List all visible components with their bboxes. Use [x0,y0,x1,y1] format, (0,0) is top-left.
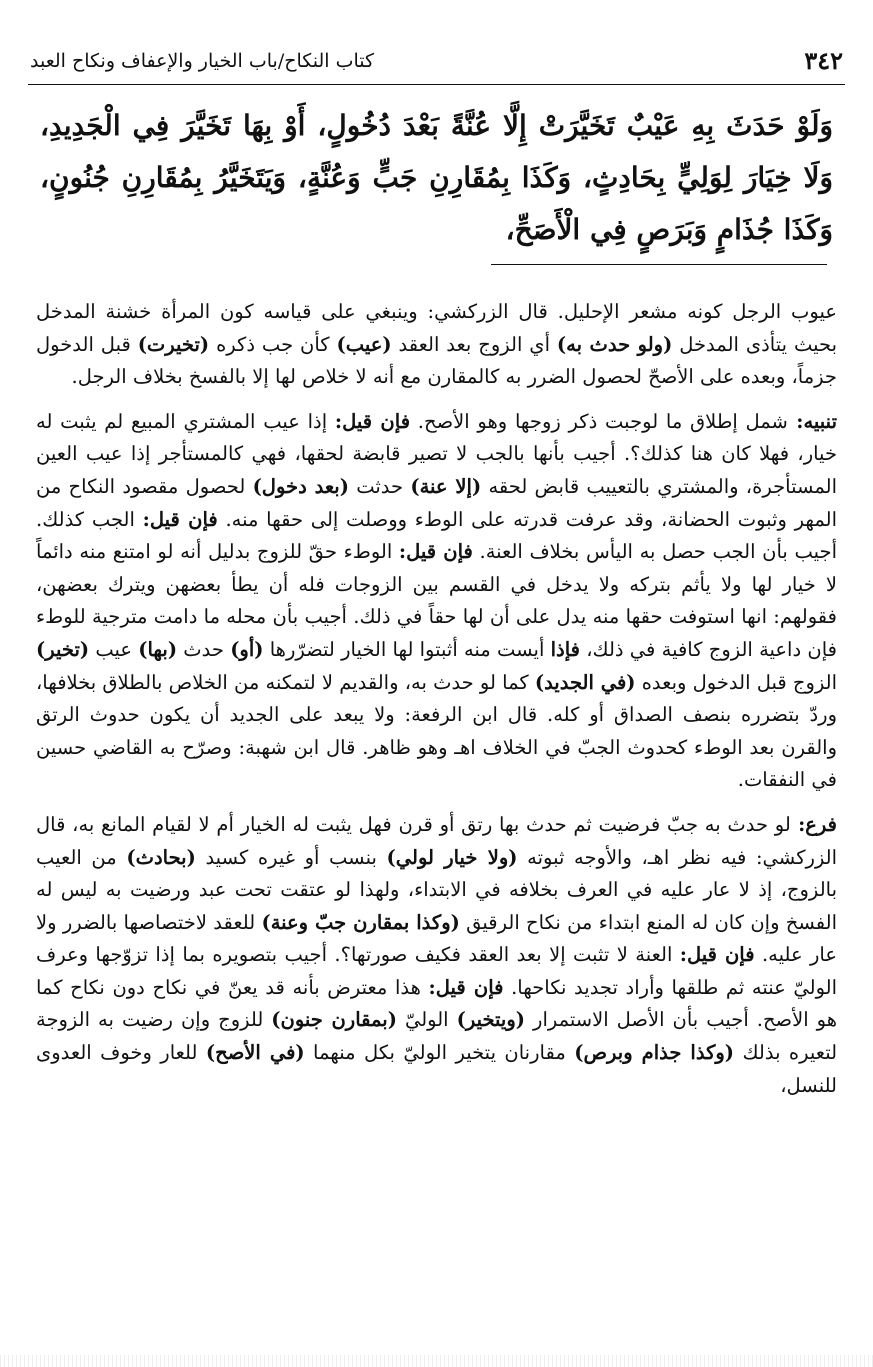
commentary-paragraph [36,296,837,394]
text-segment: حدث [177,637,231,661]
section-separator [491,264,827,265]
commentary-text [36,296,837,1110]
bold-segment: (بها) [138,637,178,661]
running-title: كتاب النكاح/باب الخيار والإعفاف ونكاح العبد [30,50,375,72]
bold-segment: (وكذا جذام وبرص) [574,1041,735,1065]
text-segment: قبل الدخول جزماً، وبعده على الأصحّ لحصول الضرر به كالمقارن مع أنه لا خلاص لها إلا بالفسخ بخلاف الرجل. [36,332,837,389]
text-segment: للزوج وإن رضيت به الزوجة لتعيره بذلك [36,1008,838,1065]
bold-segment: (تخيرت) [137,332,210,356]
bold-segment: فإن قيل: [398,540,473,564]
bold-segment: (بعد دخول) [252,474,349,498]
text-segment: عيوب الرجل كونه مشعر الإحليل. قال الزركشي: وينبغي على قياسه كون المرأة خشنة المدخل بحيث يتأذى المدخل [36,300,837,356]
text-segment: هذا معترض بأنه قد يعنّ في نكاح دون نكاح كما هو الأصح. أجيب بأن الأصل الاستمرار [36,975,837,1032]
bold-segment: (في الجديد) [534,670,636,694]
text-segment: الجب كذلك. أجيب بأن الجب حصل به اليأس بخلاف العنة. [36,507,837,564]
text-segment: بنسب أو غيره كسيد [195,845,387,869]
text-segment: كما لو حدث به، والقديم لا لتمكنه من الخلاص بالطلاق بخلافها، وردّ بتضرره بنصف الصداق أو كله. قال ابن الرفعة: ولا يبعد على الجديد أن يكون حدوث الرتق والقرن بعد الوطء كحدوث الجبّ في الخلاف اهـ وهو ظاهر. قال ابن شهبة: وصرّح به القاضي حسين في النفقات. [36,670,837,792]
text-segment: حدثت [348,474,411,498]
bold-segment: (أو) [230,637,264,661]
page-header [28,44,845,85]
bold-segment: (عيب) [336,332,392,356]
bold-segment: (ويتخير) [456,1008,526,1032]
text-segment: إذا عيب المشتري المبيع لم يثبت له خيار، فهلا كان هنا كذلك؟. أجيب بأنها بالجب لا تصير قابضة لحقها، فهي كالمستأجر إذا عيب العين المستأجرة، والمشتري بالتعييب قابض لحقه [36,409,837,498]
bold-segment: فإن قيل: [679,943,755,967]
bold-segment: فإن قيل: [334,409,411,433]
matn-paragraph: وَلَوْ حَدَثَ بِهِ عَيْبٌ تَخَيَّرَتْ إِلَّا عُنَّةً بَعْدَ دُخُولٍ، أَوْ بِهَا تَخَيَّرَ فِي الْجَدِيدِ، وَلَا خِيَارَ لِوَلِيٍّ بِحَادِثٍ، وَكَذَا بِمُقَارِنِ جَبٍّ وَعُنَّةٍ، وَيَتَخَيَّرُ بِمُقَارِنِ جُنُونٍ، وَكَذَا جُذَامٍ وَبَرَصٍ فِي الْأَصَحِّ، [40,109,833,246]
text-segment: لو حدث به جبّ فرضيت ثم حدث بها رتق أو قرن فهل يثبت له الخيار أم لا لقيام المانع به، قال الزركشي: فيه نظر اهـ، والأوجه ثبوته [36,812,838,869]
text-segment: مقارنان يتخير الوليّ بكل منهما [304,1041,575,1065]
scan-edge [0,1355,873,1367]
text-segment: أيست منه أثبتوا لها الخيار لتضرّرها [263,637,551,661]
text-segment: الوطء حقّ للزوج بدليل أنه لو امتنع منه دائماً لا خيار لها ولا يأثم بتركه ولا يدخل في القسم بين الزوجات فله أن يطأ بعضهن ويترك بعضهن، فقولهم: انها استوفت حقها منه يدل على أن لها حقاً في ذلك. أجيب بأن محله ما دامت مترجية للوطء فإن داعية الزوج كافية في ذلك، [36,540,837,661]
text-segment: كأن جب ذكره [209,332,337,356]
text-segment: أي الزوج بعد العقد [391,332,557,356]
text-segment: لحصول مقصود النكاح من المهر وثبوت الحضانة، وقد عرفت قدرته على الوطء ووصلت إلى حقها منه. [36,474,837,531]
text-segment: من العيب بالزوج، إذ لا عار عليه في العرف بخلافه في الابتداء، ولهذا لو عتقت تحت عبد ورضيت به ليس له الفسخ وإن كان له المنع ابتداء من نكاح الرقيق [36,845,837,934]
text-segment: الزوج قبل الدخول وبعده [635,670,837,694]
bold-segment: (تخير) [36,637,90,661]
bold-segment: (بحادث) [126,845,196,869]
page-number: ٣٤٢ [804,46,843,75]
bold-segment: فإن قيل: [428,975,504,999]
text-segment: للعقد لاختصاصها بالضرر ولا عار عليه. [36,910,837,967]
text-segment: شمل إطلاق ما لوجبت ذكر زوجها وهو الأصح. [410,409,788,433]
bold-segment: (إلا عنة) [410,474,482,498]
commentary-paragraph [36,406,837,797]
bold-segment: (ولا خيار لولي) [386,845,518,869]
bold-segment: (بمقارن جنون) [271,1008,397,1032]
text-segment: الوليّ [396,1008,457,1032]
text-segment: للعار وخوف العدوى للنسل، [36,1041,837,1097]
bold-segment: فإن قيل: [142,507,218,531]
matn-text [40,100,833,256]
text-segment: العنة لا تثبت إلا بعد العقد فكيف صورتها؟. أجيب بتصويره بما إذا تزوّجها وعرف الوليّ عنته ثم طلقها وأراد تجديد نكاحها. [36,943,838,999]
bold-segment: فإذا [550,637,580,661]
bold-segment: (في الأصح) [205,1041,305,1065]
bold-segment: تنبيه: [787,409,837,433]
text-segment: عيب [89,637,139,661]
bold-segment: (وكذا بمقارن جبّ وعنة) [261,910,460,934]
commentary-paragraph [36,809,837,1102]
bold-segment: (ولو حدث به) [556,332,673,356]
bold-segment: فرع: [790,812,838,836]
